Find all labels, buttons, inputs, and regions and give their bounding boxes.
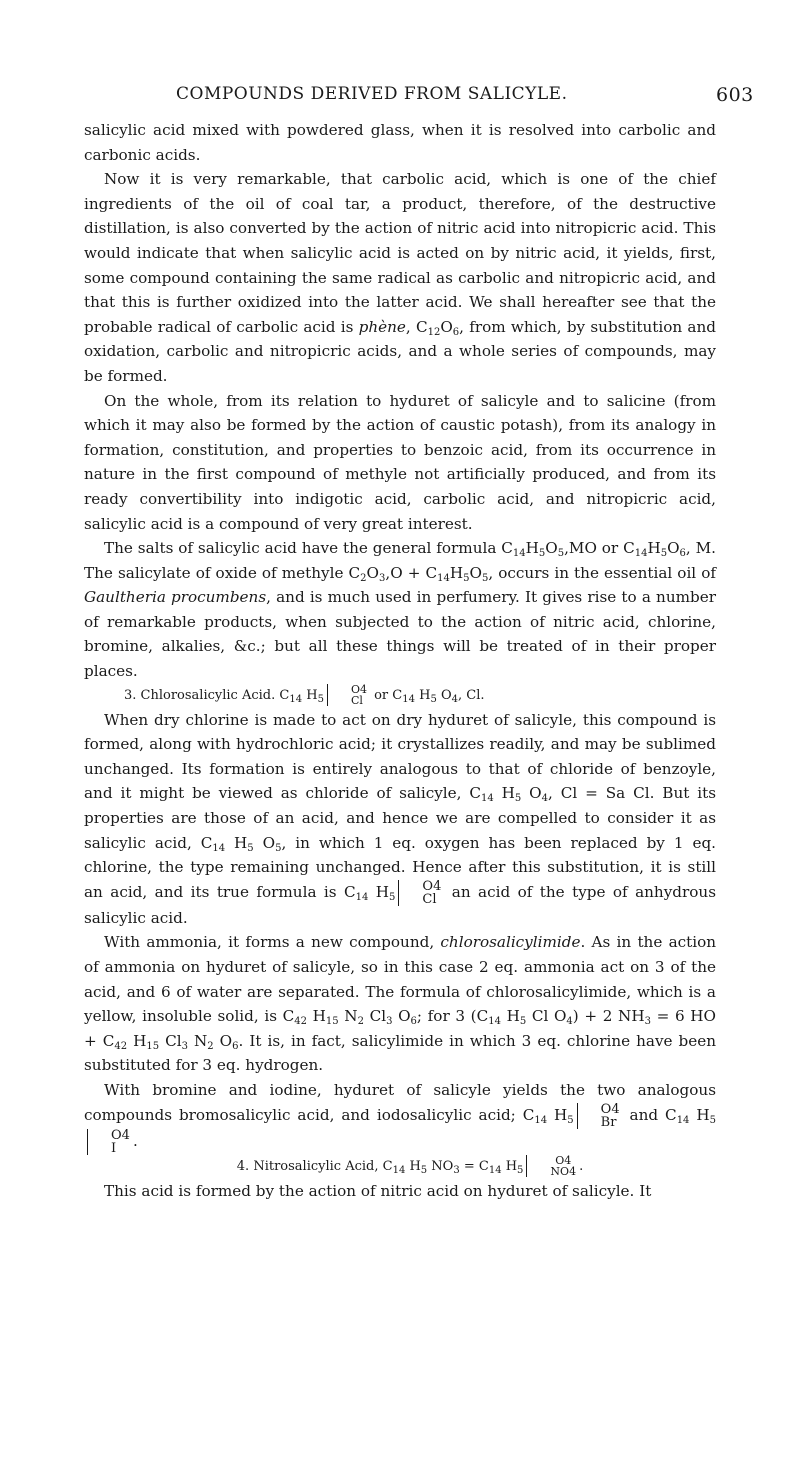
running-title: COMPOUNDS DERIVED FROM SALICYLE. xyxy=(176,84,568,104)
body-text xyxy=(84,118,716,1203)
paragraph-2: Now it is very remarkable, that carbolic acid, which is one of the chief ingredients of the oil of coal tar, a product, therefore, of the destructive distillation, is also converted by the action of nitric acid into nitropicric acid. This would indicate that when salicylic acid is acted on by nitric acid, it yields, first, some compound containing the same radical as carbolic and nitropicric acid, and that this is further oxidized into the latter acid. We shall hereafter see that the probable radical of carbolic acid is phène, $C_{12}O_6$, from which, by substitution and oxidation, carbolic and nitropicric acids, and a whole series of compounds, may be formed. xyxy=(84,170,716,385)
section-heading-chlorosalicylic: 3. Chlorosalicylic Acid. $C_{14}$ $H_5$ O4 Cl or $C_{14}$ $H_5$ $O_4$, Cl. xyxy=(124,683,485,708)
compound-name: chlorosalicylimide xyxy=(440,933,581,952)
formula-brace: O4 Cl xyxy=(327,684,367,706)
formula-brace: O4 Cl xyxy=(398,880,441,906)
formula-brace: O4 Br xyxy=(577,1103,620,1129)
paragraph-1: salicylic acid mixed with powdered glass, when it is resolved into carbolic and carbonic acids. xyxy=(84,121,716,164)
formula-brace: O4 NO4 xyxy=(526,1155,576,1177)
paragraph-6: With ammonia, it forms a new compound, chlorosalicylimide. As in the action of ammonia on hyduret of salicyle, so in this case 2 eq. ammonia act on 3 of the acid, and 6 of water are separated. The formula of chlorosalicylimide, which is a yellow, insoluble solid, is $C_{42}$ $H_{15}$ $N_2$ $Cl_3$ $O_6$; for 3 ($C_{14}$ $H_5$ Cl $O_4) + 2$ $NH_3 = 6$ HO + $C_{42}$ $H_{15}$ $Cl_3$ $N_2$ $O_6$. It is, in fact, salicylimide in which 3 eq. chlorine have been substituted for 3 eq. hydrogen. xyxy=(84,933,717,1075)
species-name: Gaultheria procumbens xyxy=(84,588,267,607)
paragraph-4: The salts of salicylic acid have the general formula $C_{14}H_5O_5,MO$ or $C_{14}H_5O_6$, M. The salicylate of oxide of methyle $C_2O_3,O + C_{14}H_5O_5$, occurs in the essential oil of Gaultheria procumbens, and is much used in perfumery. It gives rise to a number of remarkable products, when subjected to the action of nitric acid, chlorine, bromine, alkalies, &c.; but all these things will be treated of in their proper places. xyxy=(84,539,717,681)
section-heading-nitrosalicylic: 4. Nitrosalicylic Acid, $C_{14}$ $H_5$ $NO_3 = C_{14}$ $H_5$ O4 NO4 . xyxy=(236,1154,584,1179)
phene-term: phène xyxy=(358,317,406,336)
paragraph-3: On the whole, from its relation to hyduret of salicyle and to salicine (from which it may also be formed by the action of caustic potash), from its analogy in formation, constitution, and properties to benzoic acid, from its occurrence in nature in the first compound of methyle not artificially produced, and from its ready convertibility into indigotic acid, carbolic acid, and nitropicric acid, salicylic acid is a compound of very great interest. xyxy=(84,391,716,533)
formula-brace: O4 I xyxy=(87,1129,130,1155)
page-number: 603 xyxy=(716,84,754,106)
paragraph-8: This acid is formed by the action of nitric acid on hyduret of salicyle. It xyxy=(104,1181,652,1200)
paragraph-7: With bromine and iodine, hyduret of salicyle yields the two analogous compounds bromosalicylic acid, and iodosalicylic acid; $C_{14}$ $H_5$ O4 Br and $C_{14}$ $H_5$ O4 I . xyxy=(84,1080,716,1156)
paragraph-5: When dry chlorine is made to act on dry hyduret of salicyle, this compound is formed, along with hydrochloric acid; it crystallizes readily, and may be sublimed unchanged. Its formation is entirely analogous to that of chloride of benzoyle, and it might be viewed as chloride of salicyle, $C_{14}$ $H_5$ $O_4$, Cl = Sa Cl. But its properties are those of an acid, and hence we are compelled to consider it as salicylic acid, $C_{14}$ $H_5$ $O_5$, in which 1 eq. oxygen has been replaced by 1 eq. chlorine, the type remaining unchanged. Hence after this substitution, it is still an acid, and its true formula is $C_{14}$ $H_5$ O4 Cl an acid of the type of anhydrous salicylic acid. xyxy=(84,710,717,927)
running-header xyxy=(0,84,800,110)
